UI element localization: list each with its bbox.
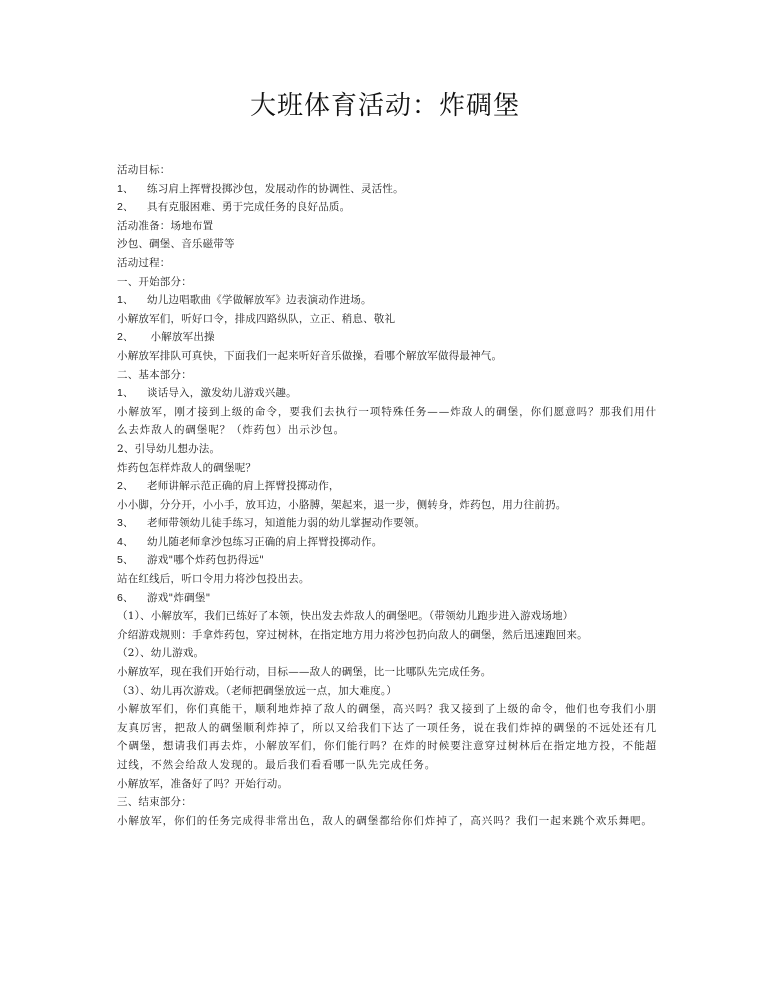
paragraph-line	[117, 180, 657, 199]
paragraph-line	[117, 254, 657, 273]
paragraph-text: 具有克服困难、勇于完成任务的良好品质。	[147, 201, 351, 214]
paragraph-text: 小解放军出操	[147, 331, 215, 344]
paragraph-text: 小解放军，现在我们开始行动，目标——敌人的碉堡，比一比哪队先完成任务。	[117, 666, 492, 679]
paragraph-line	[117, 440, 657, 459]
paragraph-line	[117, 793, 657, 812]
paragraph-text: 小小脚，分分开，小小手，放耳边，小胳膊，架起来，退一步，侧转身，炸药包，用力往前扔。	[117, 498, 567, 511]
document-body	[117, 161, 657, 830]
paragraph-line	[117, 700, 657, 774]
paragraph-text: 活动目标：	[117, 164, 171, 176]
paragraph-text: 练习肩上挥臂投掷沙包，发展动作的协调性、灵活性。	[147, 182, 404, 195]
paragraph-line	[117, 533, 657, 552]
list-number: 1、	[117, 294, 134, 307]
list-number: 4、	[117, 535, 134, 548]
paragraph-line	[117, 496, 657, 515]
paragraph-text: 小解放军，你们的任务完成得非常出色，敌人的碉堡都给你们炸掉了，高兴吗？我们一起来跳个欢乐舞吧。	[117, 814, 653, 827]
paragraph-text: 2、引导幼儿想办法。	[117, 442, 221, 455]
paragraph-line	[117, 663, 657, 682]
paragraph-text: 老师带领幼儿徒手练习，知道能力弱的幼儿掌握动作要领。	[147, 517, 426, 530]
paragraph-text: 谈话导入，激发幼儿游戏兴趣。	[147, 387, 297, 400]
list-number: 2、	[117, 480, 134, 493]
paragraph-line	[117, 366, 657, 385]
paragraph-line	[117, 775, 657, 794]
paragraph-text: 介绍游戏规则：手拿炸药包，穿过树林，在指定地方用力将沙包扔向敌人的碉堡，然后迅速跑回来。	[117, 628, 588, 641]
paragraph-line	[117, 551, 657, 570]
paragraph-line	[117, 217, 657, 236]
paragraph-text: 一、开始部分：	[117, 275, 192, 288]
list-number: 1、	[117, 387, 134, 400]
paragraph-text: 活动过程：	[117, 256, 171, 269]
paragraph-line	[117, 347, 657, 366]
list-number: 1、	[117, 182, 134, 195]
paragraph-line	[117, 607, 657, 626]
paragraph-text: （1）、小解放军，我们已练好了本领，快出发去炸敌人的碉堡吧。（带领幼儿跑步进入游戏场地）	[117, 610, 574, 623]
paragraph-line	[117, 626, 657, 645]
paragraph-line	[117, 328, 657, 347]
list-number: 6、	[117, 591, 134, 604]
paragraph-line	[117, 198, 657, 217]
paragraph-text: 小解放军排队可真快，下面我们一起来听好音乐做操，看哪个解放军做得最神气。	[117, 349, 503, 362]
paragraph-line	[117, 477, 657, 496]
paragraph-text: 小解放军们，听好口令，排成四路纵队，立正、稍息、敬礼	[117, 312, 396, 325]
paragraph-text: 老师讲解示范正确的肩上挥臂投掷动作，	[147, 480, 340, 493]
paragraph-text: 站在红线后，听口令用力将沙包投出去。	[117, 573, 310, 586]
list-number: 3、	[117, 517, 134, 530]
paragraph-line	[117, 310, 657, 329]
paragraph-line	[117, 644, 657, 663]
paragraph-line	[117, 161, 657, 180]
paragraph-text: 二、基本部分：	[117, 368, 192, 381]
paragraph-line	[117, 235, 657, 254]
paragraph-text: 小解放军，准备好了吗？开始行动。	[117, 777, 289, 790]
paragraph-text: 小解放军们，你们真能干，顺利地炸掉了敌人的碉堡，高兴吗？我又接到了上级的命令，他们也夸我们小朋友真厉害，把敌人的碉堡顺利炸掉了，所以又给我们下达了一项任务，说在我们炸掉的碉堡的不远处还有几个碉堡，想请我们再去炸，小解放军们，你们能行吗？在炸的时候要注意穿过树林后在指定地方投，不能超过线，不然会给敌人发现的。最后我们看看哪一队先完成任务。	[117, 703, 657, 771]
paragraph-line	[117, 384, 657, 403]
document-title: 大班体育活动：炸碉堡	[249, 91, 520, 121]
paragraph-text: （3）、幼儿再次游戏。（老师把碉堡放远一点，加大难度。）	[117, 684, 398, 697]
paragraph-line	[117, 682, 657, 701]
list-number: 2、	[117, 331, 134, 344]
paragraph-text: （2）、幼儿游戏。	[117, 647, 205, 660]
paragraph-line	[117, 812, 657, 831]
list-number: 2、	[117, 201, 134, 214]
list-number: 5、	[117, 554, 134, 567]
paragraph-text: 三、结束部分：	[117, 796, 192, 809]
paragraph-line	[117, 403, 657, 440]
paragraph-line	[117, 291, 657, 310]
paragraph-line	[117, 570, 657, 589]
paragraph-text: 幼儿随老师拿沙包练习正确的肩上挥臂投掷动作。	[147, 535, 383, 548]
paragraph-line	[117, 589, 657, 608]
paragraph-text: 活动准备：场地布置	[117, 219, 214, 232]
paragraph-text: 小解放军，刚才接到上级的命令，要我们去执行一项特殊任务——炸敌人的碉堡，你们愿意吗？那我们用什么去炸敌人的碉堡呢？（炸药包）出示沙包。	[117, 405, 657, 437]
paragraph-line	[117, 459, 657, 478]
paragraph-text: 沙包、碉堡、音乐磁带等	[117, 238, 235, 251]
paragraph-line	[117, 514, 657, 533]
paragraph-text: 炸药包怎样炸敌人的碉堡呢？	[117, 461, 257, 474]
paragraph-line	[117, 273, 657, 292]
paragraph-text: 幼儿边唱歌曲《学做解放军》边表演动作进场。	[147, 294, 372, 307]
paragraph-text: 游戏"哪个炸药包扔得远"	[147, 554, 265, 567]
paragraph-text: 游戏"炸碉堡"	[147, 591, 211, 604]
